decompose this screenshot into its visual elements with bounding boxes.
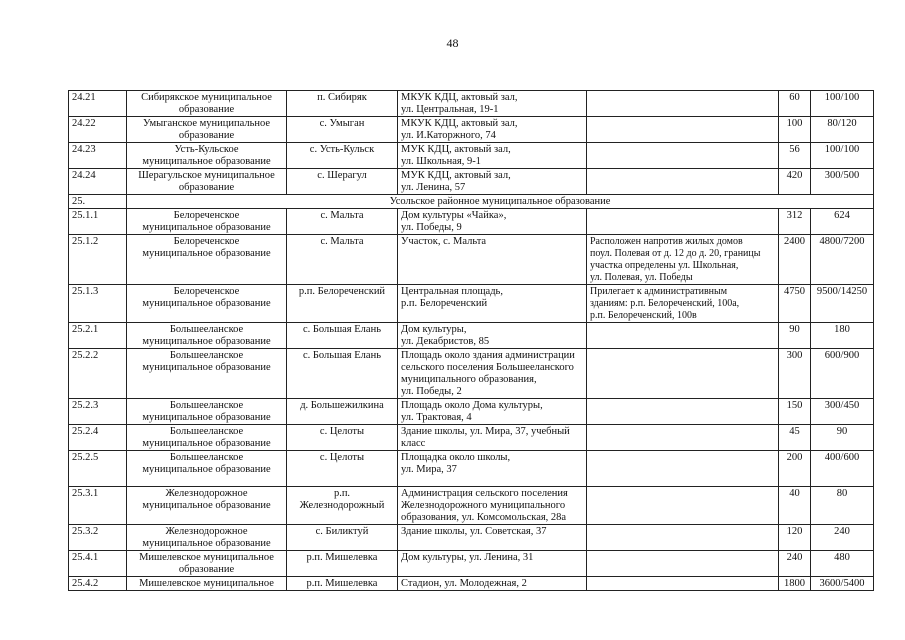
settlement-cell <box>287 525 398 551</box>
capacity-cell-line: 200 <box>786 452 803 463</box>
municipality-cell <box>127 285 287 323</box>
municipality-cell-line: Железнодорожное <box>165 526 248 537</box>
municipality-cell-line: Умыганское муниципальное <box>142 118 271 129</box>
page-number: 48 <box>446 36 459 50</box>
row-number-line: 25.3.2 <box>72 526 99 537</box>
municipality-cell-line: муниципальное образование <box>142 538 271 549</box>
note-cell <box>587 349 779 399</box>
address-cell-line: Площадь около здания администрации <box>401 350 575 361</box>
address-cell-line: ул. Победы, 9 <box>401 222 462 233</box>
capacity-cell-line: 4750 <box>784 286 805 297</box>
address-cell <box>398 551 587 577</box>
address-cell-line: Администрация сельского поселения <box>401 488 568 499</box>
area-cell <box>811 487 874 525</box>
capacity-cell-line: 420 <box>786 170 803 181</box>
municipality-cell-line: Большееланское <box>169 452 244 463</box>
address-cell-line: МУК КДЦ, актовый зал, <box>401 170 511 181</box>
municipality-cell-line: Железнодорожное <box>165 488 248 499</box>
settlement-cell-line: с. Целоты <box>319 452 365 463</box>
area-cell-line: 80 <box>836 488 848 499</box>
table-body <box>69 91 874 591</box>
table-row <box>69 525 874 551</box>
capacity-cell-line: 90 <box>789 324 800 335</box>
settlement-cell-line: р.п. Белореченский <box>298 286 386 297</box>
capacity-cell <box>779 551 811 577</box>
table-row <box>69 117 874 143</box>
settlement-cell <box>287 169 398 195</box>
municipality-cell-line: Мишелевское муниципальное <box>139 578 274 589</box>
address-cell-line: МКУК КДЦ, актовый зал, <box>401 92 518 103</box>
address-cell-line: Центральная площадь, <box>401 286 503 297</box>
row-number <box>69 235 127 285</box>
area-cell <box>811 169 874 195</box>
area-cell-line: 400/600 <box>824 452 860 463</box>
municipality-cell-line: муниципальное образование <box>142 156 271 167</box>
address-cell <box>398 209 587 235</box>
settlement-cell <box>287 349 398 399</box>
row-number-line: 25.2.1 <box>72 324 99 335</box>
address-cell <box>398 235 587 285</box>
settlement-cell-line: р.п. <box>333 488 351 499</box>
address-cell-line: образования, ул. Комсомольская, 28а <box>401 512 567 523</box>
municipality-cell <box>127 399 287 425</box>
table-row <box>69 349 874 399</box>
address-cell-line: МКУК КДЦ, актовый зал, <box>401 118 518 129</box>
address-cell <box>398 525 587 551</box>
settlement-cell <box>287 399 398 425</box>
capacity-cell <box>779 169 811 195</box>
capacity-cell-line: 2400 <box>784 236 805 247</box>
capacity-cell <box>779 525 811 551</box>
municipality-cell-line: образование <box>178 104 235 115</box>
area-cell-line: 90 <box>836 426 848 437</box>
address-cell-line: класс <box>401 438 426 449</box>
municipality-cell-line: муниципальное образование <box>142 222 271 233</box>
note-cell <box>587 551 779 577</box>
address-cell-line: Здание школы, ул. Советская, 37 <box>401 526 547 537</box>
row-number <box>69 399 127 425</box>
note-cell <box>587 487 779 525</box>
municipality-cell-line: муниципальное образование <box>142 248 271 259</box>
area-cell <box>811 425 874 451</box>
table-row <box>69 169 874 195</box>
row-number <box>69 487 127 525</box>
municipality-cell-line: Усть-Кульское <box>174 144 239 155</box>
note-cell-line: Расположен напротив жилых домов <box>590 236 743 247</box>
municipality-cell <box>127 91 287 117</box>
address-cell-line: ул. Мира, 37 <box>401 464 457 475</box>
capacity-cell <box>779 91 811 117</box>
address-cell-line: сельского поселения Большееланского <box>401 362 574 373</box>
settlement-cell <box>287 487 398 525</box>
row-number <box>69 451 127 487</box>
municipality-cell <box>127 577 287 591</box>
table-row <box>69 425 874 451</box>
area-cell <box>811 209 874 235</box>
area-cell-line: 180 <box>834 324 850 335</box>
row-number-line: 25. <box>72 196 86 207</box>
table-row <box>69 143 874 169</box>
note-cell <box>587 525 779 551</box>
address-cell-line: ул. Школьная, 9-1 <box>401 156 481 167</box>
capacity-cell <box>779 577 811 591</box>
settlement-cell-line: р.п. Мишелевка <box>306 552 378 563</box>
capacity-cell-line: 56 <box>789 144 800 155</box>
row-number <box>69 117 127 143</box>
table-row <box>69 323 874 349</box>
address-cell-line: Здание школы, ул. Мира, 37, учебный <box>401 426 570 437</box>
note-cell <box>587 117 779 143</box>
table-row <box>69 91 874 117</box>
municipality-cell <box>127 349 287 399</box>
table-row <box>69 235 874 285</box>
settlement-cell <box>287 577 398 591</box>
address-cell <box>398 451 587 487</box>
municipality-cell-line: муниципальное образование <box>142 362 271 373</box>
section-title-line: Усольское районное муниципальное образование <box>389 196 611 207</box>
area-cell-line: 4800/7200 <box>819 236 865 247</box>
address-cell <box>398 169 587 195</box>
municipality-cell-line: Большееланское <box>169 350 244 361</box>
municipality-cell-line: образование <box>178 182 235 193</box>
table-row <box>69 551 874 577</box>
capacity-cell <box>779 399 811 425</box>
capacity-cell-line: 300 <box>786 350 803 361</box>
capacity-cell <box>779 117 811 143</box>
settlement-cell <box>287 285 398 323</box>
capacity-cell <box>779 235 811 285</box>
municipality-cell-line: Мишелевское муниципальное <box>139 552 274 563</box>
municipality-cell <box>127 323 287 349</box>
settlement-cell-line: с. Шерагул <box>317 170 367 181</box>
area-cell-line: 600/900 <box>824 350 860 361</box>
note-cell <box>587 143 779 169</box>
settlement-cell <box>287 117 398 143</box>
municipality-cell <box>127 235 287 285</box>
row-number-line: 25.2.3 <box>72 400 99 411</box>
municipality-cell-line: муниципальное образование <box>142 298 271 309</box>
municipality-cell <box>127 551 287 577</box>
note-cell <box>587 209 779 235</box>
settlement-cell-line: с. Биликтуй <box>315 526 369 537</box>
capacity-cell <box>779 143 811 169</box>
municipality-cell-line: Белореченское <box>173 210 240 221</box>
capacity-cell-line: 40 <box>789 488 800 499</box>
area-cell <box>811 117 874 143</box>
area-cell-line: 300/450 <box>824 400 860 411</box>
note-cell-line: поул. Полевая от д. 12 до д. 20, границы <box>590 248 761 259</box>
municipality-cell-line: муниципальное образование <box>142 412 271 423</box>
area-cell-line: 3600/5400 <box>819 578 865 589</box>
address-cell <box>398 143 587 169</box>
address-cell-line: Дом культуры «Чайка», <box>401 210 507 221</box>
municipality-cell-line: Большееланское <box>169 426 244 437</box>
area-cell <box>811 451 874 487</box>
municipality-cell-line: муниципальное образование <box>142 500 271 511</box>
table-row <box>69 577 874 591</box>
settlement-cell <box>287 235 398 285</box>
settlement-cell-line: р.п. Мишелевка <box>306 578 378 589</box>
table-row <box>69 399 874 425</box>
note-cell <box>587 451 779 487</box>
address-cell-line: ул. Ленина, 57 <box>401 182 466 193</box>
note-cell <box>587 323 779 349</box>
row-number <box>69 169 127 195</box>
settlement-cell-line: д. Большежилкина <box>300 400 384 411</box>
address-cell-line: ул. И.Каторжного, 74 <box>401 130 496 141</box>
area-cell-line: 480 <box>834 552 850 563</box>
row-number-line: 24.21 <box>72 92 96 103</box>
area-cell-line: 80/120 <box>827 118 857 129</box>
row-number <box>69 143 127 169</box>
locations-table <box>68 90 874 591</box>
table-row <box>69 209 874 235</box>
settlement-cell-line: с. Усть-Кульск <box>309 144 375 155</box>
area-cell <box>811 577 874 591</box>
area-cell <box>811 349 874 399</box>
row-number-line: 24.24 <box>72 170 96 181</box>
row-number-line: 25.1.1 <box>72 210 99 221</box>
row-number-line: 24.23 <box>72 144 96 155</box>
capacity-cell <box>779 323 811 349</box>
address-cell-line: ул. Победы, 2 <box>401 386 462 397</box>
municipality-cell-line: Белореченское <box>173 286 240 297</box>
table-row <box>69 451 874 487</box>
municipality-cell-line: образование <box>178 564 235 575</box>
municipality-cell-line: муниципальное образование <box>142 464 271 475</box>
municipality-cell <box>127 525 287 551</box>
municipality-cell-line: Сибирякское муниципальное <box>141 92 272 103</box>
area-cell <box>811 323 874 349</box>
capacity-cell <box>779 209 811 235</box>
area-cell <box>811 399 874 425</box>
capacity-cell-line: 150 <box>786 400 803 411</box>
capacity-cell-line: 60 <box>789 92 800 103</box>
address-cell <box>398 487 587 525</box>
area-cell-line: 9500/14250 <box>816 286 868 297</box>
row-number <box>69 349 127 399</box>
address-cell <box>398 285 587 323</box>
settlement-cell <box>287 551 398 577</box>
address-cell <box>398 399 587 425</box>
section-title <box>127 195 874 209</box>
area-cell <box>811 551 874 577</box>
municipality-cell-line: Белореченское <box>173 236 240 247</box>
note-cell-line: р.п. Белореченский, 100в <box>590 310 697 321</box>
municipality-cell-line: Шерагульское муниципальное <box>138 170 275 181</box>
address-cell-line: Дом культуры, ул. Ленина, 31 <box>401 552 534 563</box>
municipality-cell <box>127 487 287 525</box>
area-cell-line: 240 <box>834 526 850 537</box>
row-number <box>69 285 127 323</box>
row-number <box>69 577 127 591</box>
area-cell <box>811 285 874 323</box>
row-number-line: 25.2.2 <box>72 350 99 361</box>
address-cell <box>398 425 587 451</box>
row-number-line: 24.22 <box>72 118 96 129</box>
row-number <box>69 91 127 117</box>
address-cell <box>398 323 587 349</box>
note-cell-line: участка определены ул. Школьная, <box>590 260 739 271</box>
row-number-line: 25.2.5 <box>72 452 99 463</box>
row-number-line: 25.1.3 <box>72 286 99 297</box>
row-number <box>69 195 127 209</box>
note-cell <box>587 425 779 451</box>
note-cell <box>587 399 779 425</box>
settlement-cell-line: с. Мальта <box>320 210 364 221</box>
settlement-cell <box>287 209 398 235</box>
address-cell-line: ул. Центральная, 19-1 <box>401 104 499 115</box>
capacity-cell-line: 120 <box>786 526 803 537</box>
area-cell <box>811 525 874 551</box>
settlement-cell <box>287 451 398 487</box>
note-cell <box>587 169 779 195</box>
address-cell-line: Дом культуры, <box>401 324 467 335</box>
area-cell-line: 100/100 <box>824 92 860 103</box>
row-number <box>69 209 127 235</box>
note-cell <box>587 577 779 591</box>
address-cell-line: Железнодорожного муниципального <box>401 500 566 511</box>
municipality-cell <box>127 425 287 451</box>
address-cell <box>398 91 587 117</box>
settlement-cell <box>287 425 398 451</box>
settlement-cell <box>287 91 398 117</box>
settlement-cell-line: с. Большая Елань <box>302 350 381 361</box>
municipality-cell-line: образование <box>178 130 235 141</box>
municipality-cell <box>127 209 287 235</box>
table-row <box>69 487 874 525</box>
municipality-cell <box>127 143 287 169</box>
capacity-cell-line: 312 <box>786 210 803 221</box>
municipality-cell <box>127 451 287 487</box>
address-cell-line: ул. Трактовая, 4 <box>401 412 472 423</box>
capacity-cell <box>779 487 811 525</box>
settlement-cell-line: с. Мальта <box>320 236 364 247</box>
note-cell <box>587 285 779 323</box>
municipality-cell-line: Большееланское <box>169 400 244 411</box>
address-cell-line: муниципального образования, <box>401 374 537 385</box>
capacity-cell <box>779 425 811 451</box>
capacity-cell <box>779 349 811 399</box>
municipality-cell-line: Большееланское <box>169 324 244 335</box>
municipality-cell <box>127 169 287 195</box>
note-cell <box>587 235 779 285</box>
area-cell-line: 624 <box>834 210 850 221</box>
address-cell-line: Площадка около школы, <box>401 452 511 463</box>
note-cell <box>587 91 779 117</box>
row-number <box>69 425 127 451</box>
settlement-cell-line: Железнодорожный <box>299 500 385 511</box>
settlement-cell-line: с. Умыган <box>319 118 365 129</box>
row-number-line: 25.1.2 <box>72 236 99 247</box>
address-cell <box>398 349 587 399</box>
area-cell <box>811 91 874 117</box>
row-number <box>69 525 127 551</box>
note-cell-line: Прилегает к административным <box>590 286 728 297</box>
address-cell-line: р.п. Белореченский <box>401 298 488 309</box>
area-cell <box>811 143 874 169</box>
capacity-cell-line: 45 <box>789 426 800 437</box>
settlement-cell-line: с. Целоты <box>319 426 365 437</box>
capacity-cell-line: 100 <box>786 118 803 129</box>
settlement-cell <box>287 143 398 169</box>
note-cell-line: ул. Полевая, ул. Победы <box>590 272 693 283</box>
settlement-cell-line: п. Сибиряк <box>317 92 367 103</box>
address-cell-line: ул. Декабристов, 85 <box>401 336 490 347</box>
capacity-cell <box>779 451 811 487</box>
area-cell-line: 100/100 <box>824 144 860 155</box>
settlement-cell-line: с. Большая Елань <box>302 324 381 335</box>
note-cell-line: зданиям: р.п. Белореченский, 100а, <box>590 298 740 309</box>
municipality-cell-line: муниципальное образование <box>142 336 271 347</box>
municipality-cell-line: муниципальное образование <box>142 438 271 449</box>
row-number-line: 25.2.4 <box>72 426 99 437</box>
address-cell <box>398 577 587 591</box>
row-number <box>69 323 127 349</box>
capacity-cell-line: 1800 <box>784 578 805 589</box>
address-cell-line: Площадь около Дома культуры, <box>401 400 543 411</box>
area-cell <box>811 235 874 285</box>
row-number-line: 25.4.1 <box>72 552 99 563</box>
address-cell <box>398 117 587 143</box>
row-number-line: 25.3.1 <box>72 488 99 499</box>
settlement-cell <box>287 323 398 349</box>
area-cell-line: 300/500 <box>824 170 860 181</box>
row-number-line: 25.4.2 <box>72 578 99 589</box>
municipality-cell <box>127 117 287 143</box>
table-row <box>69 285 874 323</box>
section-row <box>69 195 874 209</box>
row-number <box>69 551 127 577</box>
address-cell-line: МУК КДЦ, актовый зал, <box>401 144 511 155</box>
address-cell-line: Участок, с. Мальта <box>401 236 487 247</box>
address-cell-line: Стадион, ул. Молодежная, 2 <box>401 578 527 589</box>
capacity-cell-line: 240 <box>786 552 803 563</box>
capacity-cell <box>779 285 811 323</box>
